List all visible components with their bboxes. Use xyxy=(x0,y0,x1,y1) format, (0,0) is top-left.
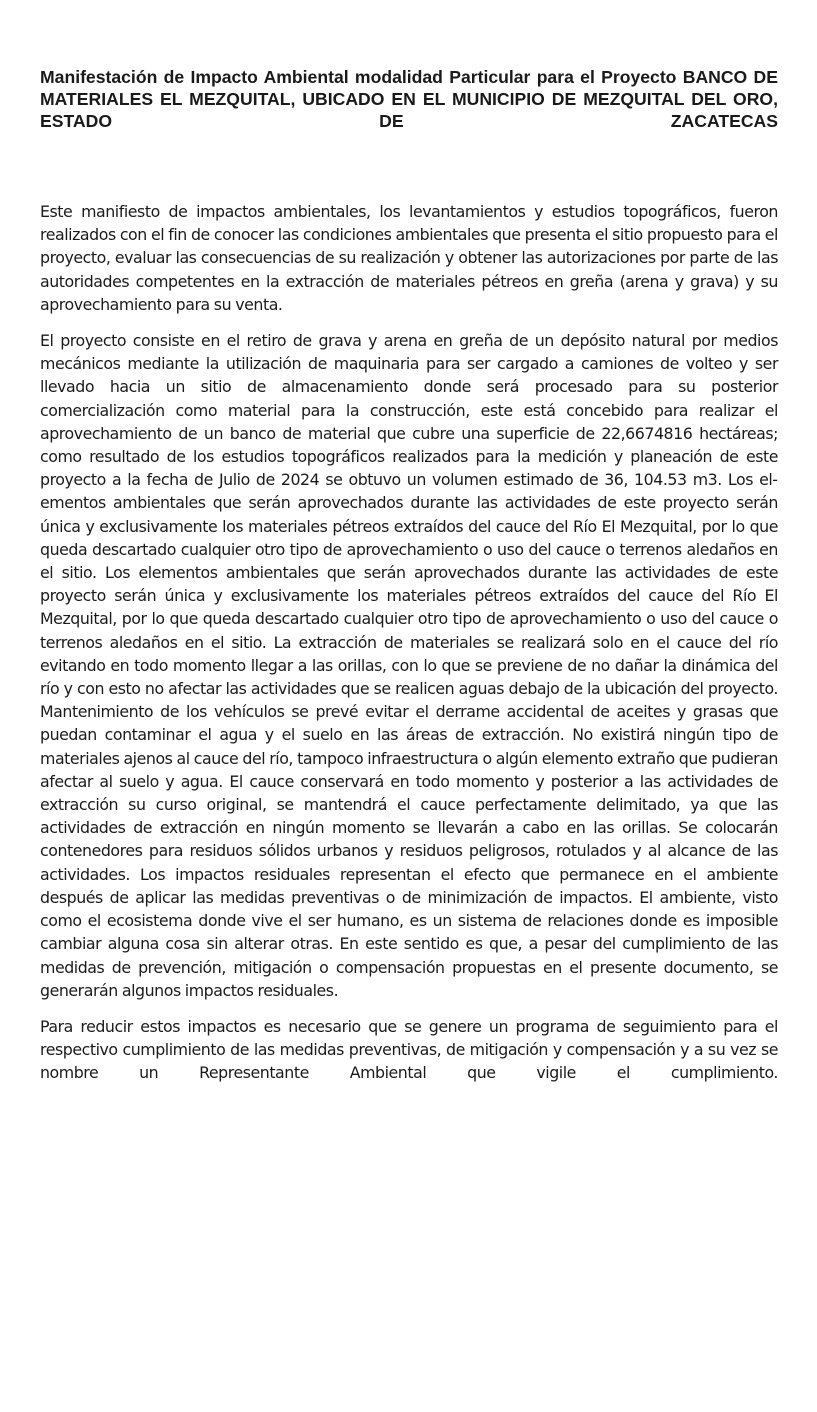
document-page xyxy=(40,66,778,1098)
paragraph-3: Para reducir estos impactos es necesario que se genere un programa de seguimiento para el respectivo cumplimiento de las medidas preventivas, de mitigación y compensación y a su vez se nombre un Representante Ambiental que vigile el cumplimiento. xyxy=(40,1016,778,1083)
paragraph-1: Este manifiesto de impactos ambientales, los levantamientos y estudios topográficos, fueron realizados con el fin de conocer las condiciones ambientales que presenta el sitio propuesto para el proyecto, evaluar las consecuencias de su realización y obtener las autorizaciones por parte de las autoridades competentes en la extracción de materiales pétreos en greña (arena y grava) y su aprovechamiento para su venta. xyxy=(40,202,778,314)
paragraph-2: El proyecto consiste en el retiro de grava y arena en greña de un depósito natural por medios mecánicos mediante la utilización de maquinaria para ser cargado a camiones de volteo y ser llevado hacia un sitio de almacenamiento donde será procesado para su posterior comercialización como material para la construcción, este está concebido para realizar el aprovechamiento de un banco de material que cubre una superficie de 22,6674816 hectáreas; como resultado de los estudios topográficos realizados para la medición y planeación de este proyecto a la fecha de Julio de 2024 se obtuvo un volumen estimado de 36, 104.53 m3. Los elementos ambientales que serán aprovechados durante las actividades de este proyecto serán única y exclusivamente los materiales pétreos extraídos del cauce del Río El Mezquital, por lo que queda descartado cualquier otro tipo de aprovechamiento o uso del cauce o terrenos aledaños en el sitio. Los elementos ambientales que serán aprovechados durante las actividades de este proyecto serán única y exclusivamente los materiales pétreos extraídos del cauce del Río El Mezquital, por lo que queda descartado cualquier otro tipo de aprovechamiento o uso del cauce o terrenos aledaños en el sitio. La extracción de materiales se realizará solo en el cauce del río evitando en todo momento llegar a las orillas, con lo que se previene de no dañar la dinámica del río y con esto no afectar las actividades que se realicen aguas debajo de la ubicación del proyecto. Mantenimiento de los vehículos se prevé evitar el derrame accidental de aceites y grasas que puedan contaminar el agua y el suelo en las áreas de extracción. No existirá ningún tipo de materiales ajenos al cauce del río, tampoco infraestructura o algún elemento extraño que pudieran afectar al suelo y agua. El cauce conservará en todo momento y posterior a las actividades de extracción su curso original, se mantendrá el cauce perfectamente delimitado, ya que las actividades de extracción en ningún momento se llevarán a cabo en las orillas. Se colocarán contenedores para residuos sólidos urbanos y residuos peligrosos, rotulados y al alcance de las actividades. Los impactos residuales representan el efecto que permanece en el ambiente después de aplicar las medidas preventivas o de minimización de impactos. El ambiente, visto como el ecosistema donde vive el ser humano, es un sistema de relaciones donde es imposible cambiar alguna cosa sin alterar otras. En este sentido es que, a pesar del cumplimiento de las medidas de prevención, mitigación o compensación propuestas en el presente documento, se generarán algunos impactos residuales. xyxy=(40,331,778,1000)
document-title: Manifestación de Impacto Ambiental modalidad Particular para el Proyecto BANCO DE MATERIALES EL MEZQUITAL, UBICADO EN EL MUNICIPIO DE MEZQUITAL DEL ORO, ESTADO DE ZACATECAS xyxy=(40,67,778,131)
